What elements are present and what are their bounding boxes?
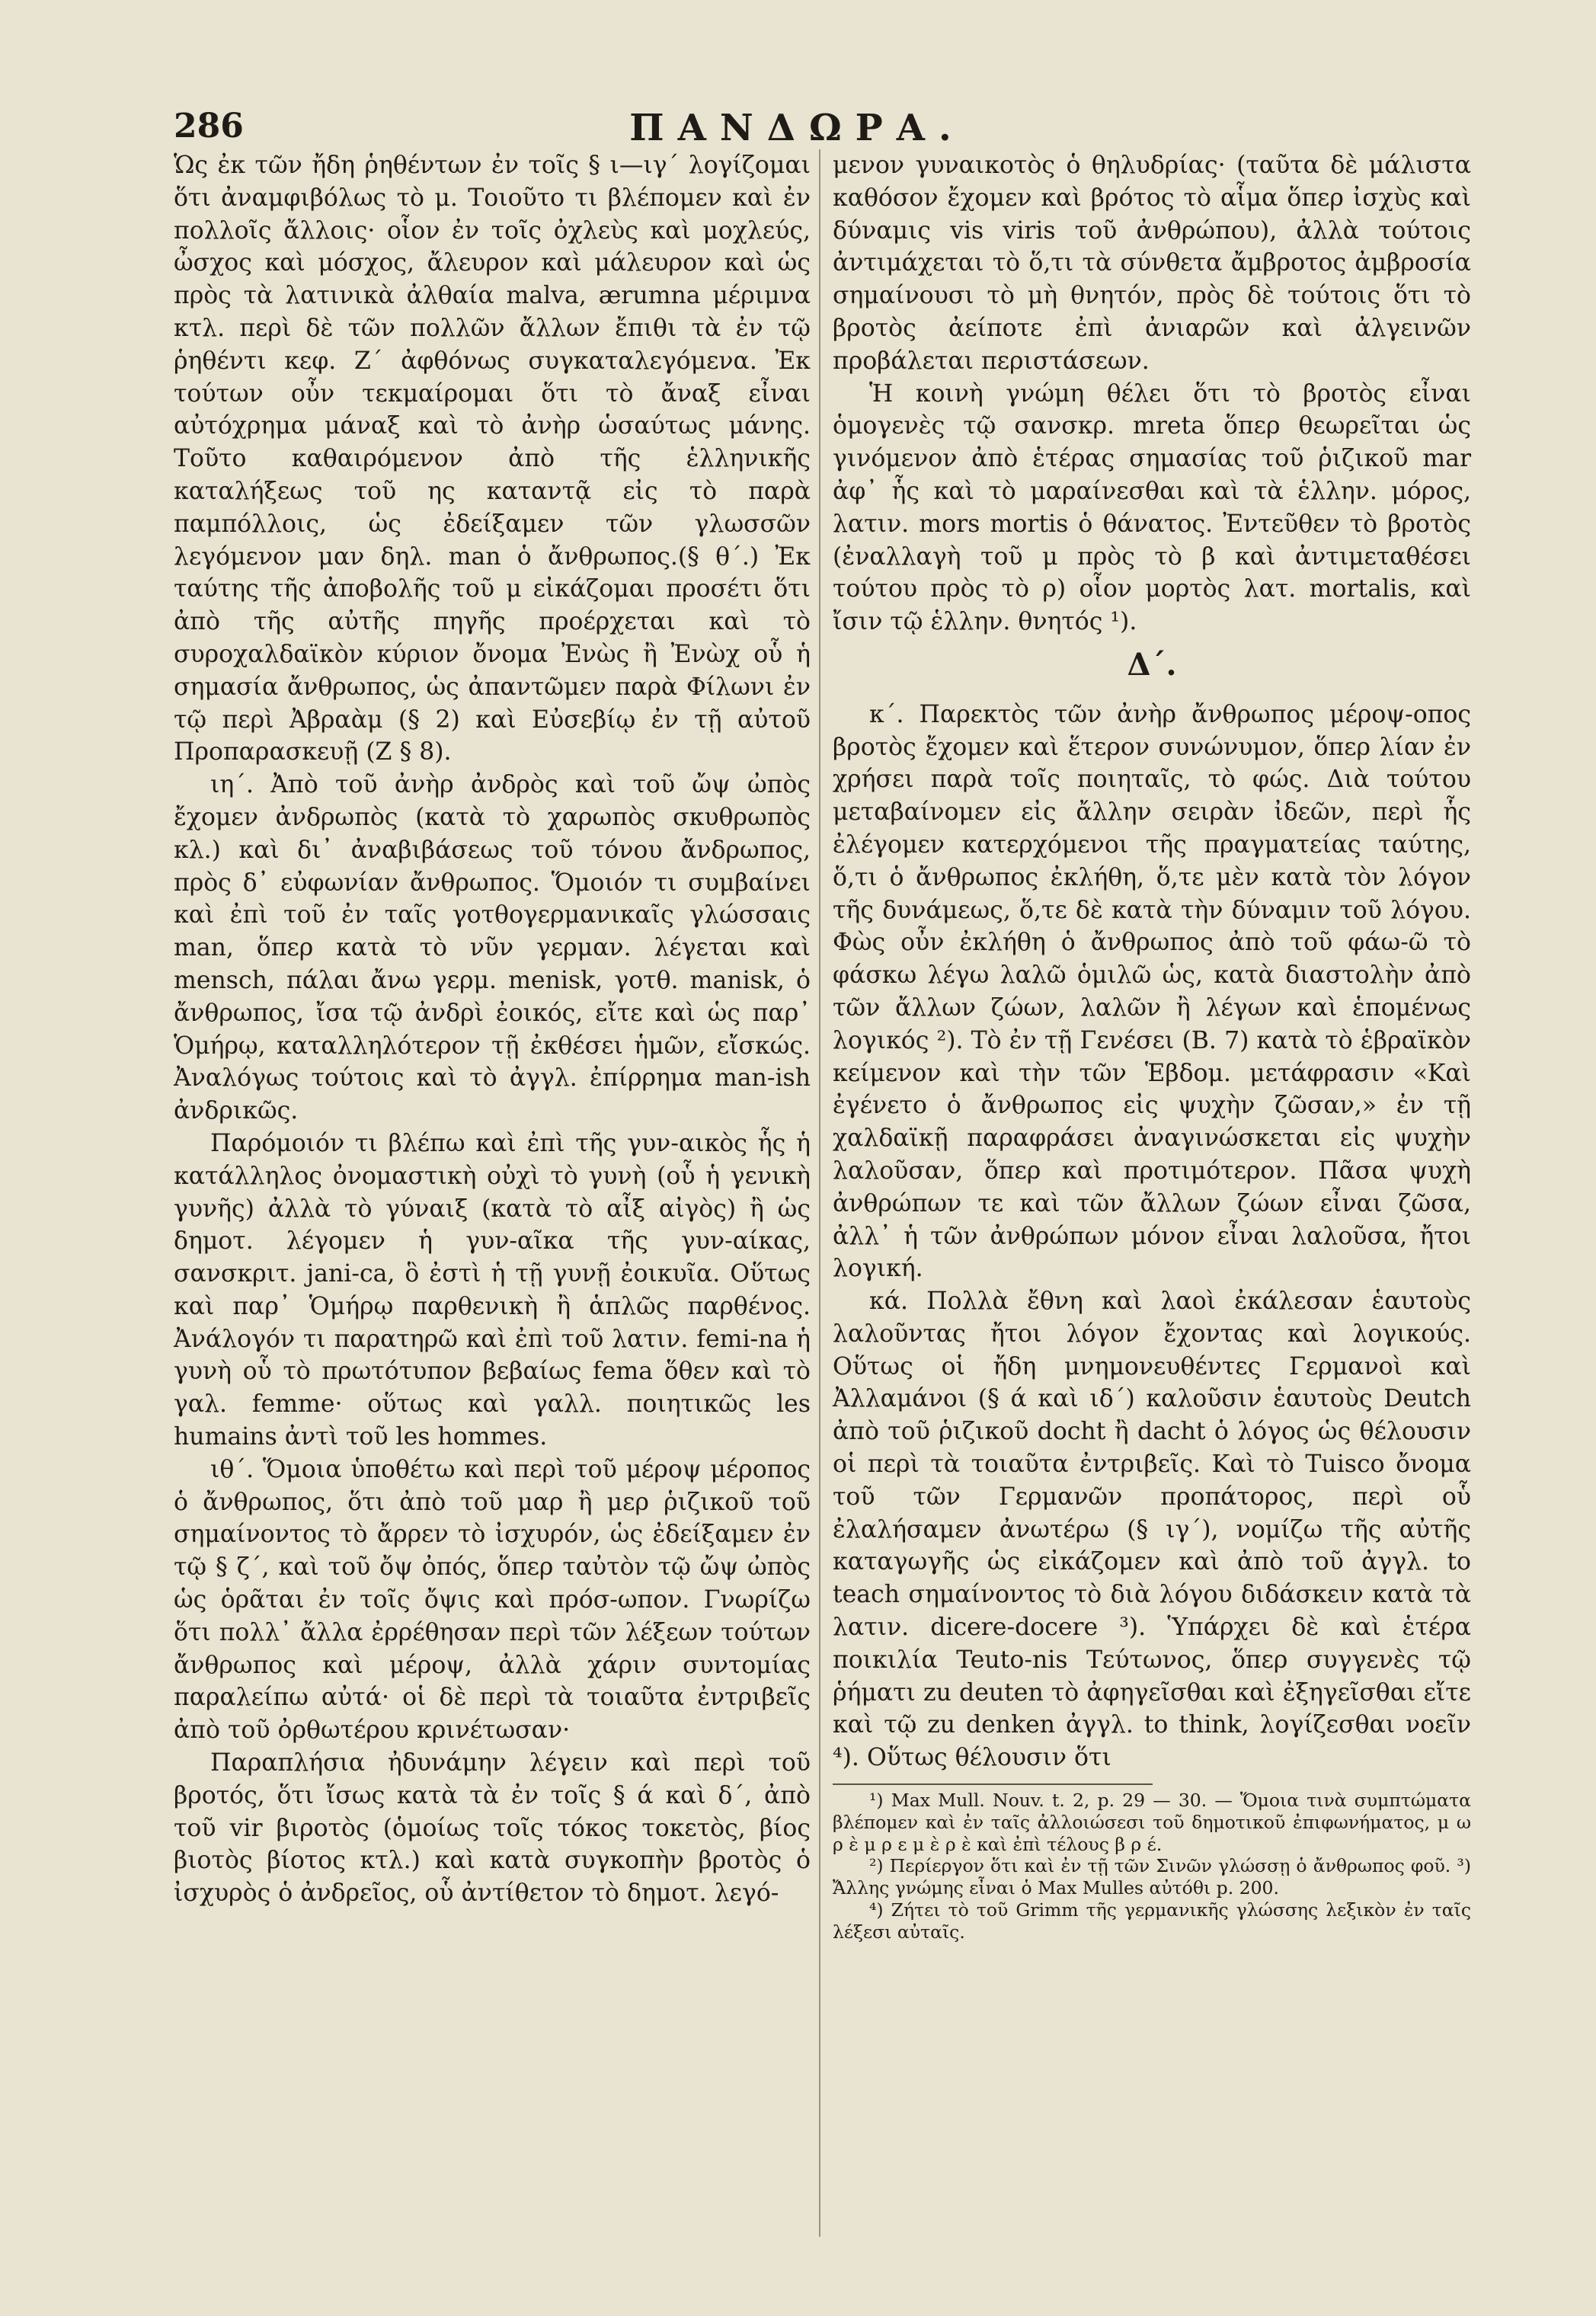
paragraph: κ΄. Παρεκτὸς τῶν ἀνὴρ ἄνθρωπος μέροψ-οπος βροτὸς ἔχομεν καὶ ἕτερον συνώνυμον, ὅπερ λίαν ἐν χρήσει παρὰ τοῖς ποιηταῖς, τὸ φώς. Διὰ τούτου μεταβαίνομεν εἰς ἄλλην σειρὰν ἰδεῶν, περὶ ἧς ἐλέγομεν κατερχόμενοι τῆς πραγματείας ταύτης, ὅ,τι ὁ ἄνθρωπος ἐκλήθη, ὅ,τε μὲν κατὰ τὸν λόγον τῆς δυνάμεως, ὅ,τε δὲ κατὰ τὴν δύναμιν τοῦ λόγου. Φὼς οὖν ἐκλήθη ὁ ἄνθρωπος ἀπὸ τοῦ φάω-ῶ τὸ φάσκω λέγω λαλῶ ὁμιλῶ ὡς, κατὰ διαστολὴν ἀπὸ τῶν ἄλλων ζώων, λαλῶν ἢ λέγων καὶ ἑπομένως λογικός ²). Τὸ ἐν τῇ Γενέσει (B. 7) κατὰ τὸ ἑβραϊκὸν κείμενον καὶ τὴν τῶν Ἑβδομ. μετάφρασιν «Καὶ ἐγένετο ὁ ἄνθρωπος εἰς ψυχὴν ζῶσαν,» ἐν τῇ χαλδαϊκῇ παραφράσει ἀναγινώσκεται εἰς ψυχὴν λαλοῦσαν, ὅπερ καὶ προτιμότερον. Πᾶσα ψυχὴ ἀνθρώπων τε καὶ τῶν ἄλλων ζώων εἶναι ζῶσα, ἀλλ᾿ ἡ τῶν ἀνθρώπων μόνον εἶναι λαλοῦσα, ἤτοι λογική. [833,700,1471,1283]
footnote: ⁴) Ζήτει τὸ τοῦ Grimm τῆς γερμανικῆς γλώσσης λεξικὸν ἐν ταῖς λέξεσι αὐταῖς. [833,1899,1471,1943]
footnote: ¹) Max Mull. Nouv. t. 2, p. 29 — 30. — Ὅμοια τινὰ συμπτώματα βλέπομεν καὶ ἐν ταῖς ἀλλοιώσεσι τοῦ δημοτικοῦ ἐπιφωνήματος, μ ω ρ ὲ μ ρ ε μ ὲ ρ ὲ καὶ ἐπὶ τέλους β ρ έ. [833,1790,1471,1855]
footnote: ²) Περίεργον ὅτι καὶ ἐν τῇ τῶν Σινῶν γλώσσῃ ὁ ἄνθρωπος φοῦ. ³) Ἄλλης γνώμης εἶναι ὁ Max Mulles αὐτόθι p. 200. [833,1855,1471,1899]
left-column [174,149,811,1910]
paragraph: Ἡ κοινὴ γνώμη θέλει ὅτι τὸ βροτὸς εἶναι ὁμογενὲς τῷ σανσκρ. mrеta ὅπερ θεωρεῖται ὡς γινόμενον ἀπὸ ἑτέρας σημασίας τοῦ ῥιζικοῦ mar ἀφ᾿ ἧς καὶ τὸ μαραίνεσθαι καὶ τὰ ἑλλην. μόρος, λατιν. mors mortis ὁ θάνατος. Ἐντεῦθεν τὸ βροτὸς (ἐναλλαγὴ τοῦ μ πρὸς τὸ β καὶ ἀντιμεταθέσει τούτου πρὸς τὸ ρ) οἷον μορτὸς λατ. mortalis, καὶ ἴσιν τῷ ἑλλην. θνητός ¹). [833,379,1471,636]
footnote-rule [833,1783,1153,1785]
column-divider [819,149,820,2237]
running-title: ΠΑΝΔΩΡΑ. [629,107,965,149]
paragraph: Παραπλήσια ἠδυνάμην λέγειν καὶ περὶ τοῦ βροτός, ὅτι ἴσως κατὰ τὰ ἐν τοῖς § ά καὶ δ΄, ἀπὸ τοῦ vir βιροτὸς (ὁμοίως τοῖς τόκος τοκετὸς, βίος βιοτὸς βίοτος κτλ.) καὶ κατὰ συγκοπὴν βροτὸς ὁ ἰσχυρὸς ὁ ἀνδρεῖος, οὗ ἀντίθετον τὸ δημοτ. λεγό- [174,1749,811,1908]
right-column [833,149,1471,1943]
section-heading: Δ΄. [1127,646,1177,683]
paragraph: Ὡς ἐκ τῶν ἤδη ῥηθέντων ἐν τοῖς § ι—ιγ΄ λογίζομαι ὅτι ἀναμφιβόλως τὸ μ. Τοιοῦτο τι βλέπομεν καὶ ἐν πολλοῖς ἄλλοις· οἷον ἐν τοῖς ὀχλεὺς καὶ μοχλεύς, ὦσχος καὶ μόσχος, ἄλευρον καὶ μάλευρον καὶ ὡς πρὸς τὰ λατινικὰ ἀλθαία malva, ærumna μέριμνα κτλ. περὶ δὲ τῶν πολλῶν ἄλλων ἔπιθι τὰ ἐν τῷ ῥηθέντι κεφ. Ζ΄ ἀφθόνως συγκαταλεγόμενα. Ἐκ τούτων οὖν τεκμαίρομαι ὅτι τὸ ἄναξ εἶναι αὐτόχρημα μάναξ καὶ τὸ ἀνὴρ ὡσαύτως μάνης. Τοῦτο καθαιρόμενον ἀπὸ τῆς ἑλληνικῆς καταλήξεως τοῦ ης καταντᾷ εἰς τὸ παρὰ παμπόλλοις, ὡς ἐδείξαμεν τῶν γλωσσῶν λεγόμενον μαν δηλ. man ὁ ἄνθρωπος.(§ θ΄.) Ἐκ ταύτης τῆς ἀποβολῆς τοῦ μ εἰκάζομαι προσέτι ὅτι ἀπὸ τῆς αὐτῆς πηγῆς προέρχεται καὶ τὸ συροχαλδαϊκὸν κύριον ὄνομα Ἐνὼς ἢ Ἐνὼχ οὗ ἡ σημασία ἄνθρωπος, ὡς ἀπαντῶμεν παρὰ Φίλωνι ἐν τῷ περὶ Ἀβραὰμ (§ 2) καὶ Εὐσεβίῳ ἐν τῇ αὐτοῦ Προπαρασκευῇ (Z § 8). [174,152,811,766]
paragraph: ιη΄. Ἀπὸ τοῦ ἀνὴρ ἀνδρὸς καὶ τοῦ ὤψ ὠπὸς ἔχομεν ἀνδρωπὸς (κατὰ τὸ χαρωπὸς σκυθρωπὸς κλ.) καὶ δι᾿ ἀναβιβάσεως τοῦ τόνου ἄνδρωπος, πρὸς δ᾿ εὐφωνίαν ἄνθρωπος. Ὅμοιόν τι συμβαίνει καὶ ἐπὶ τοῦ ἐν ταῖς γοτθογερμανικαῖς γλώσσαις man, ὅπερ κατὰ τὸ νῦν γερμαν. λέγεται καὶ mensch, πάλαι ἄνω γερμ. menisk, γοτθ. manisk, ὁ ἄνθρωπος, ἴσα τῷ ἀνδρὶ ἐοικός, εἴτε καὶ ὡς παρ᾿ Ὁμήρῳ, καταλληλότερον τῇ ἐκθέσει ἡμῶν, εἴσκώς. Ἀναλόγως τούτοις καὶ τὸ ἀγγλ. ἐπίρρημα man-ish ἀνδρικῶς. [174,771,811,1125]
paragraph: Παρόμοιόν τι βλέπω καὶ ἐπὶ τῆς γυν-αικὸς ἧς ἡ κατάλληλος ὀνομαστικὴ οὐχὶ τὸ γυνὴ (οὗ ἡ γενικὴ γυνῆς) ἀλλὰ τὸ γύναιξ (κατὰ τὸ αἶξ αἰγὸς) ἢ ὡς δημοτ. λέγομεν ἡ γυν-αῖκα τῆς γυν-αίκας, σανσκριτ. jani-ca, ὃ ἐστὶ ἡ τῇ γυνῇ ἐοικυῖα. Οὕτως καὶ παρ᾿ Ὁμήρῳ παρθενικὴ ἢ ἁπλῶς παρθένος. Ἀνάλογόν τι παρατηρῶ καὶ ἐπὶ τοῦ λατιν. femi-na ἡ γυνὴ οὗ τὸ πρωτότυπον βεβαίως fema ὅθεν καὶ τὸ γαλ. femme· οὕτως καὶ γαλλ. ποιητικῶς les humains ἀντὶ τοῦ les hommes. [174,1129,811,1451]
paragraph: ιθ΄. Ὅμοια ὑποθέτω καὶ περὶ τοῦ μέροψ μέροπος ὁ ἄνθρωπος, ὅτι ἀπὸ τοῦ μαρ ἢ μερ ῥιζικοῦ τοῦ σημαίνοντος τὸ ἄρρεν τὸ ἰσχυρόν, ὡς ἐδείξαμεν ἐν τῷ § ζ΄, καὶ τοῦ ὄψ ὀπός, ὅπερ ταὐτὸν τῷ ὤψ ὠπὸς ὡς ὁρᾶται ἐν τοῖς ὄψις καὶ πρόσ-ωπον. Γνωρίζω ὅτι πολλ᾿ ἄλλα ἐρρέθησαν περὶ τῶν λέξεων τούτων ἄνθρωπος καὶ μέροψ, ἀλλὰ χάριν συντομίας παραλείπω αὐτά· οἱ δὲ περὶ τὰ τοιαῦτα ἐντριβεῖς ἀπὸ τοῦ ὀρθωτέρου κρινέτωσαν· [174,1455,811,1745]
page-number: 286 [174,107,244,146]
paragraph: μενον γυναικοτὸς ὁ θηλυδρίας· (ταῦτα δὲ μάλιστα καθόσον ἔχομεν καὶ βρότος τὸ αἷμα ὅπερ ἰσχὺς καὶ δύναμις vis viris τοῦ ἀνθρώπου), ἀλλὰ τούτοις ἀντιμάχεται τὸ ὅ,τι τὰ σύνθετα ἄμβροτος ἀμβροσία σημαίνουσι τὸ μὴ θνητόν, πρὸς δὲ τούτοις ὅτι τὸ βροτὸς ἀείποτε ἐπὶ ἀνιαρῶν καὶ ἀλγεινῶν προβάλεται περιστάσεων. [833,152,1471,375]
paragraph: κά. Πολλὰ ἔθνη καὶ λαοὶ ἐκάλεσαν ἑαυτοὺς λαλοῦντας ἤτοι λόγον ἔχοντας καὶ λογικούς. Οὕτως οἱ ἤδη μνημονευθέντες Γερμανοὶ καὶ Ἀλλαμάνοι (§ ά καὶ ιδ΄) καλοῦσιν ἑαυτοὺς Deutch ἀπὸ τοῦ ῥιζικοῦ docht ἢ dacht ὁ λόγος ὡς θέλουσιν οἱ περὶ τὰ τοιαῦτα ἐντριβεῖς. Καὶ τὸ Tuisco ὄνομα τοῦ τῶν Γερμανῶν προπάτορος, περὶ οὗ ἐλαλήσαμεν ἀνωτέρω (§ ιγ΄), νομίζω τῆς αὐτῆς καταγωγῆς ὡς εἰκάζομεν καὶ ἀπὸ τοῦ ἀγγλ. to teach σημαίνοντος τὸ διὰ λόγου διδάσκειν κατὰ τὰ λατιν. dicere-docere ³). Ὑπάρχει δὲ καὶ ἑτέρα ποικιλία Teuto-nis Τεύτωνος, ὅπερ συγγενὲς τῷ ῥήματι zu deuten τὸ ἀφηγεῖσθαι καὶ ἐξηγεῖσθαι εἴτε καὶ τῷ zu denken ἀγγλ. to think, λογίζεσθαι νοεῖν ⁴). Οὕτως θέλουσιν ὅτι [833,1288,1471,1772]
